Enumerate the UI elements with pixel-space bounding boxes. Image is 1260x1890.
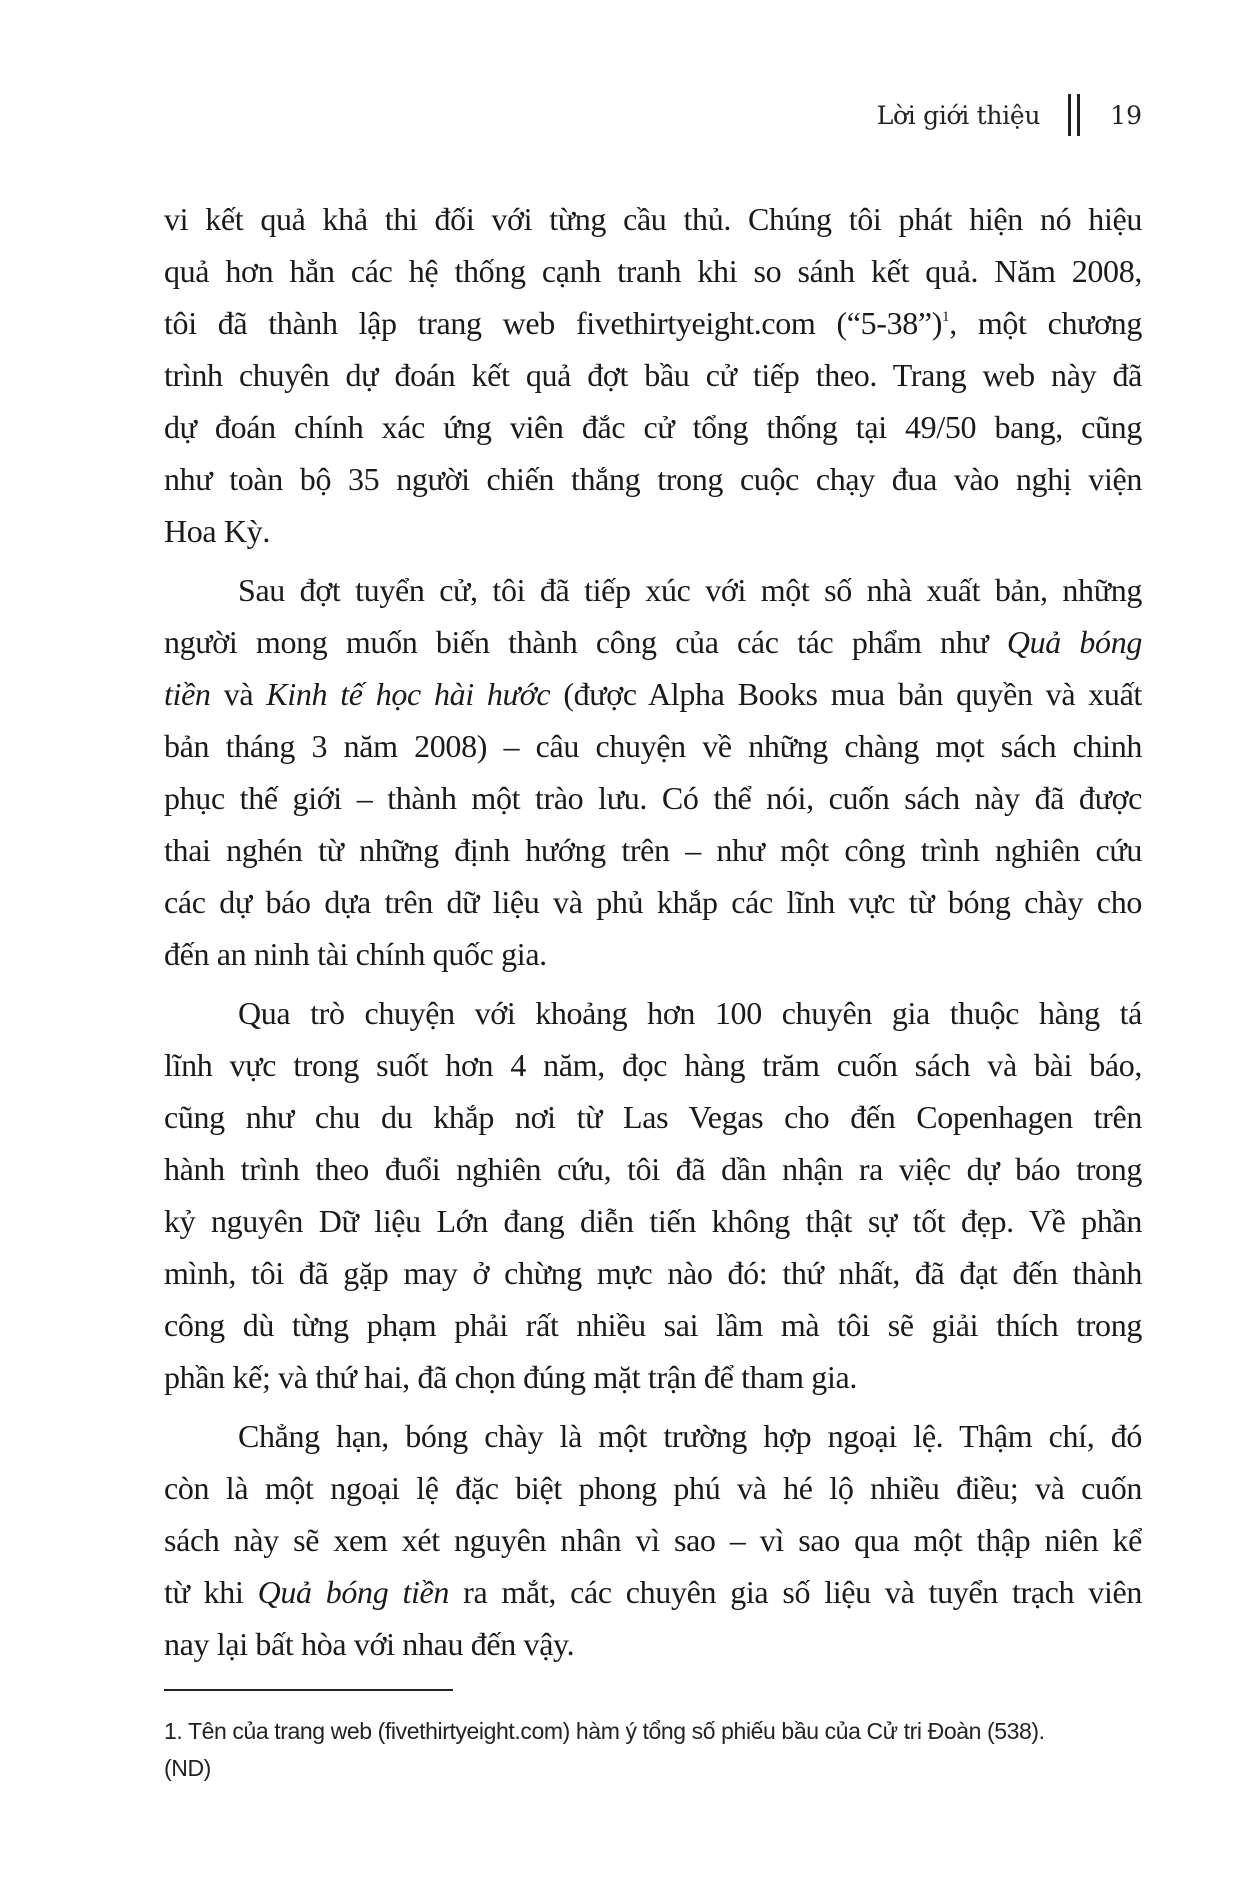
text-run: phần kế; và thứ hai, đã chọn đúng mặt trận để tham gia.	[164, 1359, 858, 1395]
text-line	[164, 987, 1142, 1039]
text-run: ra mắt, các chuyên gia số liệu và tuyển trạch viên	[449, 1574, 1142, 1610]
running-header	[877, 92, 1142, 138]
text-line	[164, 505, 1142, 557]
text-run: Sau đợt tuyển cử, tôi đã tiếp xúc với một số nhà xuất bản, những	[238, 572, 1142, 608]
text-line	[164, 1514, 1142, 1566]
text-run: lĩnh vực trong suốt hơn 4 năm, đọc hàng trăm cuốn sách và bài báo,	[164, 1047, 1142, 1083]
text-run: phục thế giới – thành một trào lưu. Có thể nói, cuốn sách này đã được	[164, 780, 1142, 816]
paragraph	[164, 193, 1142, 557]
text-line	[164, 453, 1142, 505]
paragraph	[164, 564, 1142, 980]
text-line	[164, 401, 1142, 453]
text-line	[164, 668, 1142, 720]
text-line	[164, 245, 1142, 297]
text-line	[164, 772, 1142, 824]
text-run: tôi đã thành lập trang web fivethirtyeight.com (“5-38”)	[164, 305, 943, 341]
text-run: nay lại bất hòa với nhau đến vậy.	[164, 1626, 575, 1662]
footnote-line: 1. Tên của trang web (fivethirtyeight.com) hàm ý tổng số phiếu bầu của Cử tri Đoàn (538).	[164, 1718, 1045, 1744]
text-run: Chẳng hạn, bóng chày là một trường hợp ngoại lệ. Thậm chí, đó	[238, 1418, 1142, 1454]
text-run: hành trình theo đuổi nghiên cứu, tôi đã dần nhận ra việc dự báo trong	[164, 1151, 1142, 1187]
page-number: 19	[1110, 100, 1142, 130]
chapter-title: Lời giới thiệu	[876, 100, 1041, 130]
paragraph	[164, 987, 1142, 1403]
text-line	[164, 1195, 1142, 1247]
text-run: cũng như chu du khắp nơi từ Las Vegas cho đến Copenhagen trên	[164, 1099, 1142, 1135]
text-line	[164, 1618, 1142, 1670]
text-line	[164, 824, 1142, 876]
text-run: như toàn bộ 35 người chiến thắng trong cuộc chạy đua vào nghị viện	[164, 461, 1142, 497]
text-line	[164, 1247, 1142, 1299]
text-line	[164, 1351, 1142, 1403]
text-run: và	[210, 676, 267, 712]
text-run: sách này sẽ xem xét nguyên nhân vì sao – vì sao qua một thập niên kể	[164, 1522, 1142, 1558]
text-run: công dù từng phạm phải rất nhiều sai lầm mà tôi sẽ giải thích trong	[164, 1307, 1142, 1343]
body-text	[164, 193, 1142, 1677]
text-run: các dự báo dựa trên dữ liệu và phủ khắp các lĩnh vực từ bóng chày cho	[164, 884, 1142, 920]
header-divider	[1068, 94, 1080, 136]
text-line	[164, 349, 1142, 401]
text-line	[164, 1462, 1142, 1514]
text-run: đến an ninh tài chính quốc gia.	[164, 936, 547, 972]
italic-title: tiền	[164, 676, 211, 712]
text-run: , một chương	[949, 305, 1142, 341]
text-line	[164, 616, 1142, 668]
text-line	[164, 1091, 1142, 1143]
text-line	[164, 928, 1142, 980]
text-run: (được Alpha Books mua bản quyền và xuất	[550, 676, 1142, 712]
text-run: còn là một ngoại lệ đặc biệt phong phú và hé lộ nhiều điều; và cuốn	[164, 1470, 1142, 1506]
text-line	[164, 297, 1142, 349]
italic-title: Quả bóng	[1006, 624, 1142, 660]
text-run: từ khi	[164, 1574, 258, 1610]
text-run: bản tháng 3 năm 2008) – câu chuyện về những chàng mọt sách chinh	[164, 728, 1142, 764]
text-run: thai nghén từ những định hướng trên – như một công trình nghiên cứu	[164, 832, 1142, 868]
text-run: trình chuyên dự đoán kết quả đợt bầu cử tiếp theo. Trang web này đã	[164, 357, 1142, 393]
footnote-line: (ND)	[164, 1755, 211, 1781]
italic-title: Kinh tế học hài hước	[266, 676, 551, 712]
text-run: mình, tôi đã gặp may ở chừng mực nào đó: thứ nhất, đã đạt đến thành	[164, 1255, 1142, 1291]
footnote	[164, 1713, 1154, 1787]
text-line	[164, 876, 1142, 928]
italic-title: Quả bóng tiền	[257, 1574, 450, 1610]
text-line	[164, 193, 1142, 245]
footnote-ref: 1	[942, 309, 950, 325]
text-line	[164, 720, 1142, 772]
text-run: Hoa Kỳ.	[164, 513, 270, 549]
text-run: kỷ nguyên Dữ liệu Lớn đang diễn tiến không thật sự tốt đẹp. Về phần	[164, 1203, 1142, 1239]
text-line	[164, 1299, 1142, 1351]
text-run: quả hơn hẳn các hệ thống cạnh tranh khi so sánh kết quả. Năm 2008,	[164, 253, 1142, 289]
text-run: dự đoán chính xác ứng viên đắc cử tổng thống tại 49/50 bang, cũng	[164, 409, 1142, 445]
text-run: người mong muốn biến thành công của các tác phẩm như	[164, 624, 1007, 660]
text-line	[164, 1566, 1142, 1618]
text-run: vi kết quả khả thi đối với từng cầu thủ. Chúng tôi phát hiện nó hiệu	[164, 201, 1142, 237]
paragraph	[164, 1410, 1142, 1670]
text-line	[164, 1039, 1142, 1091]
text-line	[164, 1410, 1142, 1462]
text-run: Qua trò chuyện với khoảng hơn 100 chuyên gia thuộc hàng tá	[238, 995, 1142, 1031]
text-line	[164, 564, 1142, 616]
footnote-divider	[164, 1689, 453, 1691]
text-line	[164, 1143, 1142, 1195]
